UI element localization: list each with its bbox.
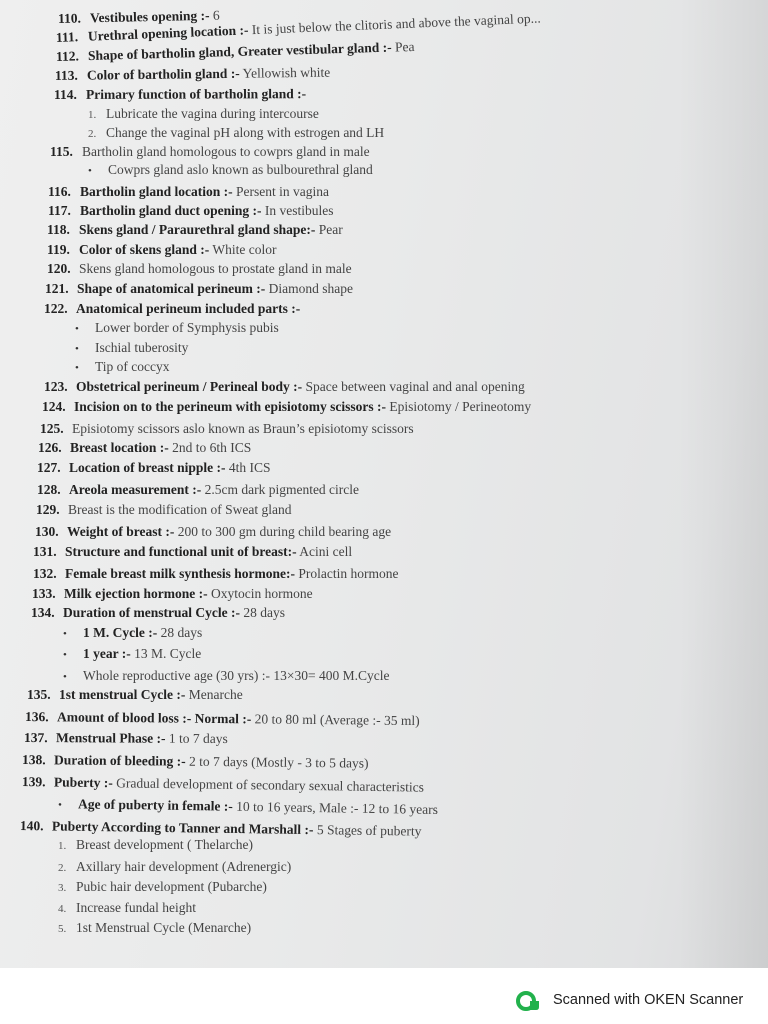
numbered-item bbox=[55, 64, 330, 84]
list-marker: 1. bbox=[58, 840, 67, 852]
sub-item bbox=[58, 836, 253, 855]
item-label: Location of breast nipple :- bbox=[69, 460, 226, 475]
sub-item bbox=[88, 161, 373, 180]
numbered-item bbox=[35, 523, 391, 540]
item-label: 1 M. Cycle :- bbox=[83, 625, 158, 640]
item-value: 13 M. Cycle bbox=[130, 646, 202, 661]
item-label: Skens gland / Paraurethral gland shape:- bbox=[79, 222, 316, 237]
item-label: Amount of blood loss :- Normal :- bbox=[56, 709, 252, 727]
item-number: 118. bbox=[47, 222, 70, 237]
sub-item bbox=[88, 124, 384, 143]
numbered-item bbox=[36, 501, 291, 518]
item-label: Puberty According to Tanner and Marshall :- bbox=[51, 818, 314, 838]
item-value: 200 to 300 gm during child bearing age bbox=[174, 524, 392, 539]
item-label: Areola measurement :- bbox=[69, 482, 202, 497]
list-marker: 2. bbox=[88, 128, 97, 140]
item-label: Color of bartholin gland :- bbox=[86, 65, 240, 83]
item-value: Ischial tuberosity bbox=[95, 340, 189, 355]
item-number: 119. bbox=[47, 242, 70, 257]
item-value: Prolactin hormone bbox=[294, 566, 399, 581]
item-label: Menstrual Phase :- bbox=[55, 730, 166, 746]
list-marker: 2. bbox=[58, 862, 67, 874]
item-label: Puberty :- bbox=[53, 774, 113, 791]
numbered-item bbox=[44, 300, 300, 317]
item-label: Shape of anatomical perineum :- bbox=[77, 281, 266, 296]
sub-item bbox=[75, 339, 188, 358]
item-number: 136. bbox=[24, 709, 49, 725]
bullet-marker: • bbox=[63, 649, 67, 661]
item-value: Whole reproductive age (30 yrs) :- 13×30= 400 M.Cycle bbox=[83, 668, 390, 683]
item-label: Urethral opening location :- bbox=[87, 22, 249, 44]
numbered-item bbox=[33, 543, 352, 560]
sub-item bbox=[58, 795, 438, 820]
item-value: 20 to 80 ml (Average :- 35 ml) bbox=[251, 711, 420, 729]
item-value: 10 to 16 years, Male :- 12 to 16 years bbox=[232, 798, 439, 817]
item-value: Breast development ( Thelarche) bbox=[76, 837, 254, 852]
list-marker: 1. bbox=[88, 109, 97, 121]
item-value: 6 bbox=[209, 7, 220, 23]
item-number: 128. bbox=[37, 482, 61, 497]
item-value: Cowprs gland aslo known as bulbourethral gland bbox=[108, 162, 373, 177]
item-label: Female breast milk synthesis hormone:- bbox=[65, 566, 295, 581]
item-value: Pear bbox=[315, 222, 343, 237]
numbered-item bbox=[25, 708, 420, 729]
item-number: 126. bbox=[38, 440, 62, 455]
item-value: Acini cell bbox=[296, 544, 353, 559]
oken-scanner-logo-icon bbox=[516, 990, 540, 1012]
numbered-item bbox=[47, 221, 343, 238]
numbered-item bbox=[40, 420, 414, 437]
bullet-marker: • bbox=[75, 362, 79, 374]
numbered-item bbox=[48, 202, 334, 219]
item-number: 134. bbox=[31, 605, 55, 620]
item-number: 112. bbox=[55, 48, 80, 64]
numbered-item bbox=[32, 585, 313, 602]
item-value: 1 to 7 days bbox=[165, 730, 228, 747]
sub-item bbox=[63, 667, 390, 686]
bullet-marker: • bbox=[57, 799, 62, 812]
item-label: Incision on to the perineum with episiotomy scissors :- bbox=[74, 399, 387, 414]
item-number: 115. bbox=[50, 144, 73, 159]
item-number: 124. bbox=[42, 399, 66, 414]
item-value: In vestibules bbox=[261, 203, 334, 218]
item-label: Color of skens gland :- bbox=[79, 242, 210, 257]
numbered-item bbox=[37, 459, 271, 476]
item-value: Oxytocin hormone bbox=[207, 586, 313, 601]
item-label: Primary function of bartholin gland :- bbox=[85, 86, 307, 102]
numbered-item bbox=[37, 481, 359, 498]
item-value: 2nd to 6th ICS bbox=[168, 440, 252, 455]
numbered-item bbox=[24, 729, 228, 747]
sub-item bbox=[63, 624, 202, 643]
item-value: Menarche bbox=[185, 687, 243, 702]
list-marker: 3. bbox=[58, 882, 67, 894]
item-value: It is just below the clitoris and above the vaginal op... bbox=[248, 10, 541, 38]
item-number: 131. bbox=[33, 544, 57, 559]
item-label: Obstetrical perineum / Perineal body :- bbox=[76, 379, 303, 394]
item-label: Vestibules opening :- bbox=[89, 7, 210, 26]
bullet-marker: • bbox=[75, 323, 79, 335]
item-value: 2.5cm dark pigmented circle bbox=[201, 482, 360, 497]
item-label: Bartholin gland location :- bbox=[80, 184, 233, 199]
sub-item bbox=[75, 319, 279, 338]
item-number: 138. bbox=[21, 752, 46, 768]
item-label: Milk ejection hormone :- bbox=[64, 586, 208, 601]
item-number: 133. bbox=[32, 586, 56, 601]
item-label: Bartholin gland duct opening :- bbox=[80, 203, 262, 218]
item-number: 137. bbox=[23, 730, 48, 746]
item-value: Yellowish white bbox=[239, 64, 331, 81]
item-label: Age of puberty in female :- bbox=[77, 796, 233, 814]
item-label: 1st menstrual Cycle :- bbox=[59, 687, 186, 702]
item-number: 111. bbox=[55, 29, 79, 45]
item-value: Episiotomy scissors aslo known as Braun’s episiotomy scissors bbox=[72, 421, 414, 436]
sub-item bbox=[58, 878, 267, 897]
item-label: Shape of bartholin gland, Greater vestibular gland :- bbox=[87, 39, 392, 64]
numbered-item bbox=[47, 260, 352, 277]
bullet-marker: • bbox=[63, 628, 67, 640]
item-value: Skens gland homologous to prostate gland in male bbox=[79, 261, 352, 276]
item-number: 110. bbox=[57, 10, 82, 26]
sub-item bbox=[58, 858, 291, 877]
sub-item bbox=[75, 358, 170, 377]
item-value: White color bbox=[209, 242, 277, 257]
numbered-item bbox=[38, 439, 251, 456]
item-value: Pubic hair development (Pubarche) bbox=[76, 879, 267, 894]
bullet-marker: • bbox=[63, 671, 67, 683]
item-value: Bartholin gland homologous to cowprs gland in male bbox=[82, 144, 370, 159]
item-number: 114. bbox=[53, 86, 77, 102]
item-value: Increase fundal height bbox=[76, 900, 196, 915]
item-label: 1 year :- bbox=[83, 646, 131, 661]
bullet-marker: • bbox=[88, 165, 92, 177]
item-number: 123. bbox=[44, 379, 68, 394]
numbered-item bbox=[42, 398, 531, 415]
item-label: Duration of bleeding :- bbox=[53, 752, 186, 769]
item-number: 129. bbox=[36, 502, 60, 517]
item-value: 1st Menstrual Cycle (Menarche) bbox=[76, 920, 252, 935]
item-number: 121. bbox=[45, 281, 69, 296]
numbered-item bbox=[22, 773, 424, 796]
item-value: Axillary hair development (Adrenergic) bbox=[76, 859, 292, 874]
list-marker: 4. bbox=[58, 903, 67, 915]
item-number: 140. bbox=[19, 818, 44, 834]
item-number: 120. bbox=[47, 261, 71, 276]
item-label: Duration of menstrual Cycle :- bbox=[63, 605, 240, 620]
item-value: Pea bbox=[391, 38, 415, 55]
item-number: 135. bbox=[27, 687, 51, 702]
numbered-item bbox=[47, 241, 277, 258]
numbered-item bbox=[44, 378, 525, 395]
item-number: 113. bbox=[54, 67, 78, 83]
item-value: 4th ICS bbox=[225, 460, 271, 475]
item-number: 116. bbox=[48, 184, 71, 199]
item-value: Change the vaginal pH along with estrogen and LH bbox=[106, 125, 385, 140]
item-value: Persent in vagina bbox=[232, 184, 329, 199]
numbered-item bbox=[33, 565, 398, 582]
item-value: Space between vaginal and anal opening bbox=[302, 379, 525, 394]
numbered-item bbox=[31, 604, 285, 621]
item-label: Weight of breast :- bbox=[67, 524, 175, 539]
bullet-marker: • bbox=[75, 343, 79, 355]
item-number: 132. bbox=[33, 566, 57, 581]
item-value: 2 to 7 days (Mostly - 3 to 5 days) bbox=[185, 753, 369, 771]
numbered-item bbox=[45, 280, 353, 297]
item-value: Gradual development of secondary sexual characteristics bbox=[112, 775, 425, 795]
numbered-item bbox=[27, 686, 243, 703]
numbered-item bbox=[48, 183, 329, 200]
sub-item bbox=[88, 105, 319, 124]
item-value: 28 days bbox=[157, 625, 203, 640]
sub-item bbox=[58, 919, 251, 938]
item-number: 122. bbox=[44, 301, 68, 316]
item-value: Lubricate the vagina during intercourse bbox=[106, 106, 319, 121]
list-marker: 5. bbox=[58, 923, 67, 935]
item-number: 117. bbox=[48, 203, 71, 218]
numbered-item bbox=[50, 143, 370, 160]
numbered-item bbox=[54, 85, 306, 103]
item-label: Structure and functional unit of breast:- bbox=[65, 544, 297, 559]
item-number: 125. bbox=[40, 421, 64, 436]
item-label: Breast location :- bbox=[70, 440, 169, 455]
item-value: Diamond shape bbox=[265, 281, 353, 296]
item-value: Lower border of Symphysis pubis bbox=[95, 320, 279, 335]
scanner-watermark-text: Scanned with OKEN Scanner bbox=[553, 992, 744, 1008]
item-label: Anatomical perineum included parts :- bbox=[76, 301, 301, 316]
sub-item bbox=[58, 899, 196, 918]
item-number: 139. bbox=[21, 774, 46, 790]
item-value: Episiotomy / Perineotomy bbox=[386, 399, 532, 414]
sub-item bbox=[63, 645, 201, 664]
item-number: 127. bbox=[37, 460, 61, 475]
item-value: 5 Stages of puberty bbox=[313, 822, 422, 839]
item-value: Breast is the modification of Sweat gland bbox=[68, 502, 292, 517]
item-number: 130. bbox=[35, 524, 59, 539]
numbered-item bbox=[22, 751, 369, 772]
item-value: Tip of coccyx bbox=[95, 359, 170, 374]
item-value: 28 days bbox=[239, 605, 285, 620]
